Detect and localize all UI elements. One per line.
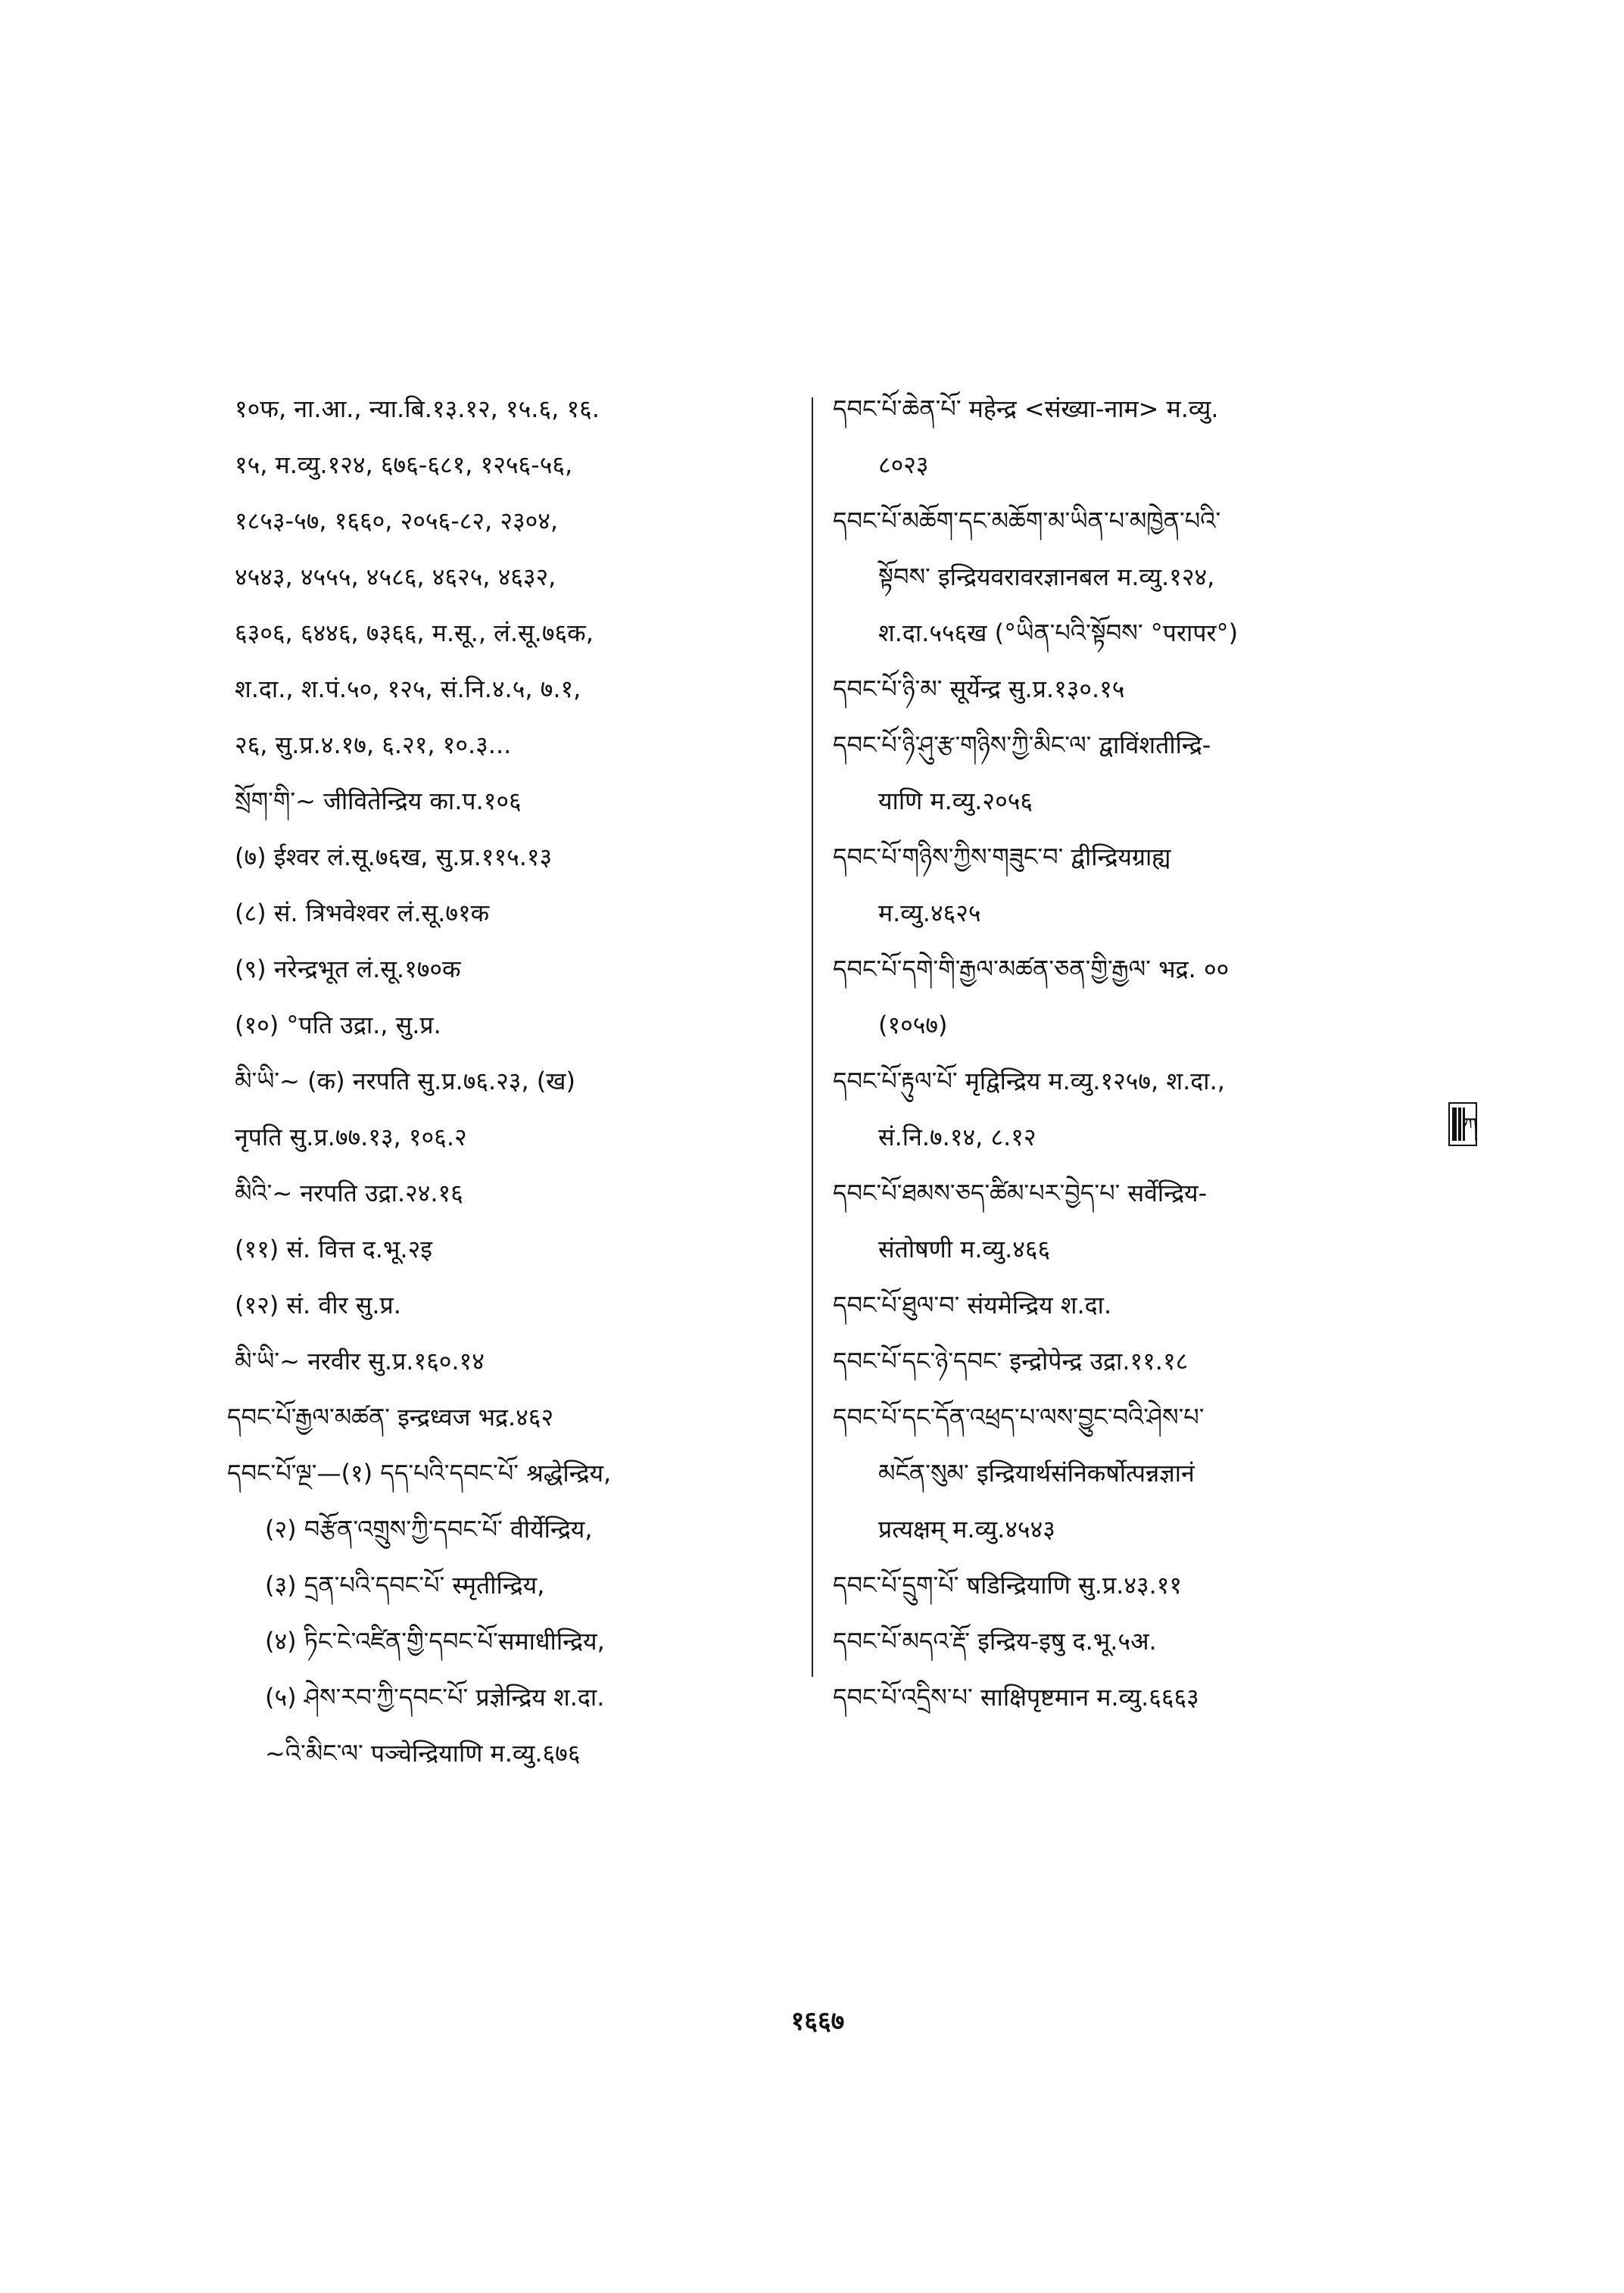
entry-line: (३) དྲན་པའི་དབང་པོ་ स्मृतीन्द्रिय, — [265, 1571, 545, 1600]
entry-headword-line: དབང་པོ་ལྔ་—(१) དད་པའི་དབང་པོ་ श्रद्धेन्द्रिय, — [227, 1459, 612, 1488]
page-number: १६६७ — [790, 2006, 845, 2036]
entry-headword-line: དབང་པོ་ཉི་ཤུ་རྩ་གཉིས་ཀྱི་མིང་ལ་ द्वाविंशतीन्द्रि- — [833, 731, 1211, 759]
entry-headword-line: དབང་པོ་དང་ཉེ་དབང་ इन्द्रोपेन्द्र उद्रा.११.१८ — [833, 1347, 1189, 1375]
entry-line: ६३०६, ६४४६, ७३६६, म.सू., लं.सू.७६क, — [235, 618, 594, 647]
tab-marker-icon — [1448, 1101, 1478, 1147]
marker-glyph: ཀ — [1463, 1114, 1478, 1137]
entry-headword-line: དབང་པོ་རྒྱལ་མཚན་ इन्द्रध्वज भद्र.४६२ — [227, 1403, 554, 1432]
entry-line: ८०२३ — [878, 450, 929, 479]
entry-line: (५) ཤེས་རབ་ཀྱི་དབང་པོ་ प्रज्ञेन्द्रिय श.दा. — [265, 1683, 605, 1712]
entry-line: ४५४३, ४५५५, ४५८६, ४६२५, ४६३२, — [235, 562, 556, 591]
entry-line: म.व्यु.४६२५ — [878, 899, 981, 927]
section-tab-marker-icon — [1448, 1101, 1478, 1147]
entry-line: १५, म.व्यु.१२४, ६७६-६८१, १२५६-५६, — [235, 450, 573, 479]
entry-line: ~འི་མིང་ལ་ पञ्चेन्द्रियाणि म.व्यु.६७६ — [265, 1739, 581, 1768]
entry-line: མི་ཡི་~ नरवीर सु.प्र.१६०.१४ — [235, 1347, 485, 1375]
entry-headword-line: དབང་པོ་མདའ་རྡོ་ इन्द्रिय-इषु द.भू.५अ. — [833, 1627, 1157, 1656]
entry-line: प्रत्यक्षम् म.व्यु.४५४३ — [878, 1515, 1055, 1544]
entry-headword-line: དབང་པོ་ཐམས་ཅད་ཚིམ་པར་བྱེད་པ་ सर्वेन्द्रिय- — [833, 1179, 1208, 1207]
entry-line: संतोषणी म.व्यु.४६६ — [878, 1235, 1051, 1263]
entry-line: श.दा., श.पं.५०, १२५, सं.नि.४.५, ७.१, — [235, 675, 581, 703]
entry-line: २६, सु.प्र.४.१७, ६.२१, १०.३... — [235, 731, 512, 759]
entry-line: (२) བརྩོན་འགྲུས་ཀྱི་དབང་པོ་ वीर्येन्द्रिय, — [265, 1515, 593, 1544]
entry-headword-line: དབང་པོ་འདྲིས་པ་ साक्षिपृष्टमान म.व्यु.६६६३ — [833, 1683, 1199, 1712]
entry-headword-line: དབང་པོ་རྟུལ་པོ་ मृद्विन्द्रिय म.व्यु.१२५७, श.दा., — [833, 1067, 1225, 1095]
entry-line: སྲོག་གི་~ जीवितेन्द्रिय का.प.१०६ — [235, 787, 522, 815]
entry-headword-line: དབང་པོ་དགེ་གི་རྒྱལ་མཚན་ཅན་གྱི་རྒྱལ་ भद्र. ०० — [833, 955, 1230, 983]
entry-line: १८५३-५७, १६६०, २०५६-८२, २३०४, — [235, 506, 559, 535]
column-divider — [812, 397, 813, 1677]
left-column — [227, 394, 803, 1794]
entry-line: १०फ, ना.आ., न्या.बि.१३.१२, १५.६, १६. — [235, 394, 600, 423]
entry-line: མིའི་~ नरपति उद्रा.२४.१६ — [235, 1179, 463, 1207]
entry-line: མངོན་སུམ་ इन्द्रियार्थसंनिकर्षोत्पन्नज्ञानं — [878, 1459, 1195, 1488]
entry-line: श.दा.५५६ख (°ཡིན་པའི་སྟོབས་ °परापर°) — [878, 618, 1239, 647]
entry-line: याणि म.व्यु.२०५६ — [878, 787, 1033, 815]
entry-headword-line: དབང་པོ་དང་དོན་འཕྲད་པ་ལས་བྱུང་བའི་ཤེས་པ་ — [833, 1403, 1205, 1432]
entry-line: सं.नि.७.१४, ८.१२ — [878, 1123, 1036, 1151]
entry-line: (४) ཏིང་ངེ་འཛིན་གྱི་དབང་པོ་समाधीन्द्रिय, — [265, 1627, 605, 1656]
entry-headword-line: དབང་པོ་མཆོག་དང་མཆོག་མ་ཡིན་པ་མཁྱེན་པའི་ — [833, 506, 1221, 535]
entry-line: (११) सं. वित्त द.भू.२इ — [235, 1235, 432, 1263]
entry-line: नृपति सु.प्र.७७.१३, १०६.२ — [235, 1123, 467, 1151]
entry-headword-line: དབང་པོ་གཉིས་ཀྱིས་གཟུང་བ་ द्वीन्द्रियग्राह्य — [833, 843, 1171, 871]
right-column — [833, 394, 1408, 1738]
entry-headword-line: དབང་པོ་ཆེན་པོ་ महेन्द्र <संख्या-नाम> म.व्यु. — [833, 394, 1219, 423]
entry-line: (१०) °पति उद्रा., सु.प्र. — [235, 1011, 441, 1039]
entry-line: (१०५७) — [878, 1011, 948, 1039]
entry-headword-line: དབང་པོ་ཐུལ་བ་ संयमेन्द्रिय श.दा. — [833, 1291, 1112, 1319]
entry-headword-line: དབང་པོ་ཉི་མ་ सूर्येन्द्र सु.प्र.१३०.१५ — [833, 675, 1125, 703]
entry-headword-line: དབང་པོ་དྲུག་པོ་ षडिन्द्रियाणि सु.प्र.४३.११ — [833, 1571, 1183, 1600]
entry-line: མི་ཡི་~ (क) नरपति सु.प्र.७६.२३, (ख) — [235, 1067, 575, 1095]
entry-line: སྟོབས་ इन्द्रियवरावरज्ञानबल म.व्यु.१२४, — [878, 562, 1215, 591]
entry-line: (१२) सं. वीर सु.प्र. — [235, 1291, 401, 1319]
entry-line: (७) ईश्वर लं.सू.७६ख, सु.प्र.११५.१३ — [235, 843, 553, 871]
entry-line: (९) नरेन्द्रभूत लं.सू.१७०क — [235, 955, 461, 983]
entry-line: (८) सं. त्रिभवेश्वर लं.सू.७१क — [235, 899, 490, 927]
